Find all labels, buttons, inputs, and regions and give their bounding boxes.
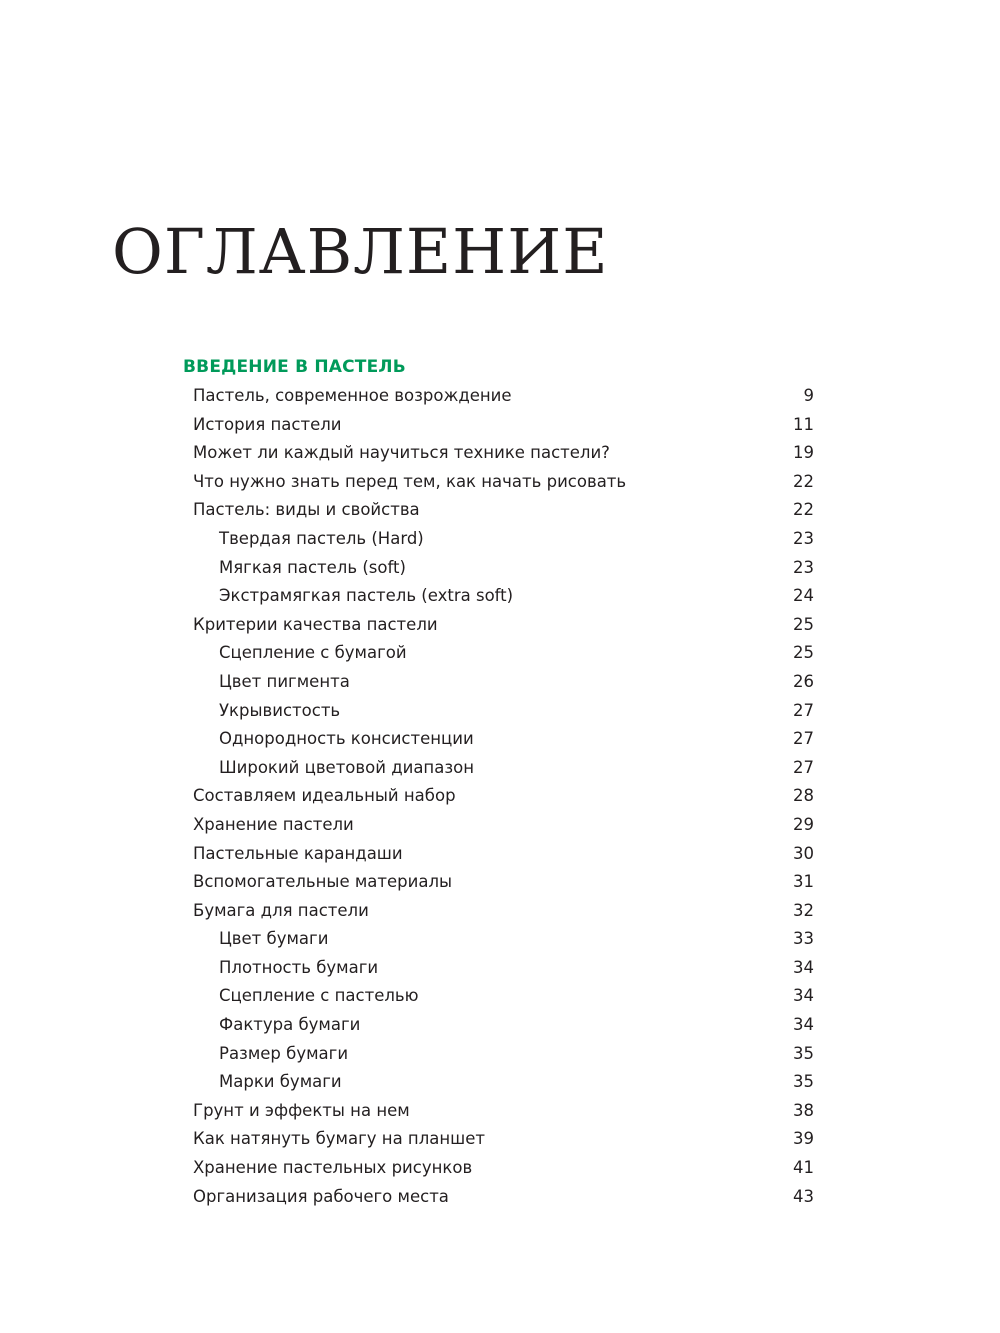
toc-entry bbox=[183, 782, 823, 811]
toc-subentry bbox=[183, 554, 823, 583]
toc-page-number: 23 bbox=[793, 557, 814, 577]
toc-entry-title: Грунт и эффекты на нем bbox=[193, 1100, 410, 1120]
toc-page-number: 22 bbox=[793, 500, 814, 520]
toc-entry-title: Широкий цветовой диапазон bbox=[219, 757, 474, 777]
toc-section bbox=[183, 352, 823, 1211]
toc-page-number: 35 bbox=[793, 1043, 814, 1063]
toc-entry bbox=[183, 1125, 823, 1154]
toc-entry bbox=[183, 1097, 823, 1126]
toc-subentry bbox=[183, 925, 823, 954]
toc-entry-title: Сцепление с бумагой bbox=[219, 643, 407, 663]
toc-entry-title: Размер бумаги bbox=[219, 1043, 349, 1063]
toc-entry-title: Как натянуть бумагу на планшет bbox=[193, 1129, 486, 1149]
toc-page-number: 29 bbox=[793, 814, 814, 834]
toc-subentry bbox=[183, 1068, 823, 1097]
toc-entry-title: Вспомогательные материалы bbox=[193, 872, 453, 892]
toc-entry bbox=[183, 811, 823, 840]
toc-subentry bbox=[183, 1040, 823, 1069]
toc-entry-title: Хранение пастели bbox=[193, 814, 354, 834]
toc-page-number: 27 bbox=[793, 729, 814, 749]
toc-page-number: 32 bbox=[793, 900, 814, 920]
toc-page-number: 25 bbox=[793, 614, 814, 634]
toc-page-number: 33 bbox=[793, 929, 814, 949]
toc-subentry bbox=[183, 582, 823, 611]
toc-page-number: 41 bbox=[793, 1158, 814, 1178]
toc-entry-title: Твердая пастель (Hard) bbox=[219, 528, 424, 548]
toc-entry-title: Пастельные карандаши bbox=[193, 843, 403, 863]
toc-entry bbox=[183, 468, 823, 497]
toc-entry-title: Организация рабочего места bbox=[193, 1186, 449, 1206]
toc-subentry bbox=[183, 668, 823, 697]
section-heading: ВВЕДЕНИЕ В ПАСТЕЛЬ bbox=[183, 357, 406, 377]
toc-entry-title: Однородность консистенции bbox=[219, 729, 474, 749]
toc-entry bbox=[183, 439, 823, 468]
toc-entry-title: Плотность бумаги bbox=[219, 957, 379, 977]
toc-page-number: 28 bbox=[793, 786, 814, 806]
toc-entry-title: Составляем идеальный набор bbox=[193, 786, 456, 806]
toc-entry bbox=[183, 496, 823, 525]
toc-page-number: 9 bbox=[803, 386, 814, 405]
toc-page-number: 23 bbox=[793, 528, 814, 548]
toc-page-number: 34 bbox=[793, 1015, 814, 1035]
toc-page-number: 27 bbox=[793, 700, 814, 720]
toc-entry-title: Может ли каждый научиться технике пастели? bbox=[193, 443, 610, 463]
toc-entry-title: Бумага для пастели bbox=[193, 900, 369, 920]
toc-entry-title: Хранение пастельных рисунков bbox=[193, 1158, 473, 1178]
toc-page-number: 27 bbox=[793, 757, 814, 777]
toc-entry bbox=[183, 1154, 823, 1183]
toc-entry-title: История пастели bbox=[193, 414, 342, 434]
toc-subentry bbox=[183, 982, 823, 1011]
toc-page-number: 11 bbox=[793, 414, 814, 434]
toc-page-number: 39 bbox=[793, 1129, 814, 1149]
toc-page-number: 24 bbox=[793, 586, 814, 606]
toc-page-number: 31 bbox=[793, 872, 814, 892]
toc-subentry bbox=[183, 1011, 823, 1040]
toc-page-number: 43 bbox=[793, 1186, 814, 1206]
toc-subentry bbox=[183, 525, 823, 554]
toc-entry-title: Что нужно знать перед тем, как начать рисовать bbox=[193, 471, 627, 491]
toc-page-number: 34 bbox=[793, 957, 814, 977]
toc-list bbox=[183, 382, 823, 1211]
toc-entry bbox=[183, 840, 823, 869]
toc-subentry bbox=[183, 754, 823, 783]
toc-page-number: 34 bbox=[793, 986, 814, 1006]
toc-entry-title: Сцепление с пастелью bbox=[219, 986, 419, 1006]
toc-entry-title: Фактура бумаги bbox=[219, 1015, 361, 1035]
toc-subentry bbox=[183, 725, 823, 754]
toc-entry bbox=[183, 382, 823, 411]
toc-subentry bbox=[183, 639, 823, 668]
toc-entry-title: Пастель, современное возрождение bbox=[193, 386, 512, 405]
toc-entry bbox=[183, 897, 823, 926]
toc-page-number: 35 bbox=[793, 1072, 814, 1092]
toc-entry-title: Цвет бумаги bbox=[219, 929, 329, 949]
page-title: ОГЛАВЛЕНИЕ bbox=[112, 215, 609, 288]
toc-page-number: 19 bbox=[793, 443, 814, 463]
toc-entry bbox=[183, 611, 823, 640]
toc-entry-title: Пастель: виды и свойства bbox=[193, 500, 420, 520]
toc-page-number: 25 bbox=[793, 643, 814, 663]
toc-subentry bbox=[183, 697, 823, 726]
toc-page-number: 30 bbox=[793, 843, 814, 863]
toc-entry-title: Цвет пигмента bbox=[219, 671, 350, 691]
toc-page-number: 38 bbox=[793, 1100, 814, 1120]
toc-page-number: 22 bbox=[793, 471, 814, 491]
toc-entry-title: Марки бумаги bbox=[219, 1072, 342, 1092]
toc-entry bbox=[183, 868, 823, 897]
toc-subentry bbox=[183, 954, 823, 983]
toc-entry bbox=[183, 1183, 823, 1212]
toc-entry-title: Укрывистость bbox=[219, 700, 341, 720]
toc-entry-title: Экстрамягкая пастель (extra soft) bbox=[219, 586, 514, 606]
toc-entry-title: Критерии качества пастели bbox=[193, 614, 438, 634]
toc-page-number: 26 bbox=[793, 671, 814, 691]
toc-entry bbox=[183, 411, 823, 440]
toc-entry-title: Мягкая пастель (soft) bbox=[219, 557, 406, 577]
